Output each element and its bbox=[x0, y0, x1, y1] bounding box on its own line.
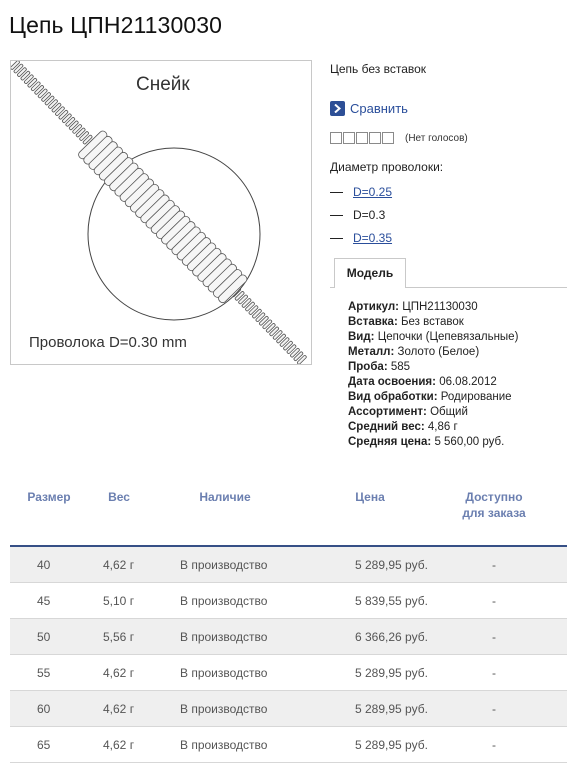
cell-order: - bbox=[492, 702, 496, 716]
cell-order: - bbox=[492, 738, 496, 752]
cell-weight: 4,62 г bbox=[103, 738, 135, 752]
table-row bbox=[10, 727, 567, 763]
dash-icon bbox=[330, 192, 343, 193]
spec-row-assortment: Ассортимент: Общий bbox=[348, 406, 468, 418]
cell-availability: В производство bbox=[180, 630, 268, 644]
spec-row-article: Артикул: ЦПН21130030 bbox=[348, 301, 478, 313]
cell-availability: В производство bbox=[180, 558, 268, 572]
tab-model[interactable]: Модель bbox=[334, 258, 406, 288]
spec-row-avg-price: Средняя цена: 5 560,00 руб. bbox=[348, 436, 505, 448]
wire-diameter-label: Проволока D=0.30 mm bbox=[29, 334, 187, 351]
cell-price: 5 289,95 руб. bbox=[355, 738, 428, 752]
cell-size: 60 bbox=[37, 702, 51, 716]
cell-weight: 4,62 г bbox=[103, 702, 135, 716]
cell-availability: В производство bbox=[180, 594, 268, 608]
cell-price: 5 289,95 руб. bbox=[355, 702, 428, 716]
spec-row-avg-weight: Средний вес: 4,86 г bbox=[348, 421, 458, 433]
cell-size: 50 bbox=[37, 630, 51, 644]
sizes-table-body bbox=[10, 547, 567, 763]
cell-size: 65 bbox=[37, 738, 51, 752]
cell-price: 5 289,95 руб. bbox=[355, 558, 428, 572]
chain-illustration bbox=[11, 61, 311, 364]
cell-weight: 4,62 г bbox=[103, 558, 135, 572]
cell-weight: 5,56 г bbox=[103, 630, 135, 644]
spec-row-metal: Металл: Золото (Белое) bbox=[348, 346, 480, 358]
chain-name-label: Снейк bbox=[136, 74, 190, 95]
cell-price: 5 289,95 руб. bbox=[355, 666, 428, 680]
dash-icon bbox=[330, 238, 343, 239]
table-row bbox=[10, 691, 567, 727]
rating-star-2[interactable] bbox=[343, 132, 355, 144]
cell-size: 55 bbox=[37, 666, 51, 680]
diameter-link-035[interactable]: D=0.35 bbox=[353, 231, 393, 245]
cell-size: 45 bbox=[37, 594, 51, 608]
votes-count: (Нет голосов) bbox=[405, 132, 468, 144]
specs-list bbox=[348, 300, 518, 450]
spec-row-date: Дата освоения: 06.08.2012 bbox=[348, 376, 497, 388]
diameter-current-03: D=0.3 bbox=[353, 208, 386, 222]
column-header-availability: Наличие bbox=[199, 490, 251, 504]
compare-link[interactable] bbox=[330, 101, 408, 116]
chevron-right-icon bbox=[330, 101, 345, 116]
rating-star-4[interactable] bbox=[369, 132, 381, 144]
cell-size: 40 bbox=[37, 558, 51, 572]
diameter-label: Диаметр проволоки: bbox=[330, 160, 444, 174]
column-header-size: Размер bbox=[27, 490, 71, 504]
insert-description: Цепь без вставок bbox=[330, 62, 427, 76]
rating-star-1[interactable] bbox=[330, 132, 342, 144]
diameter-option-035 bbox=[330, 231, 392, 245]
compare-label: Сравнить bbox=[350, 101, 408, 116]
diameter-option-03 bbox=[330, 208, 385, 222]
column-header-price: Цена bbox=[355, 490, 385, 504]
table-row bbox=[10, 619, 567, 655]
cell-weight: 5,10 г bbox=[103, 594, 135, 608]
column-header-order: Доступно для заказа bbox=[462, 490, 526, 520]
table-row bbox=[10, 547, 567, 583]
spec-row-type: Вид: Цепочки (Цепевязальные) bbox=[348, 331, 519, 343]
spec-row-insert: Вставка: Без вставок bbox=[348, 316, 464, 328]
rating bbox=[330, 132, 468, 144]
column-header-weight: Вес bbox=[108, 490, 130, 504]
cell-order: - bbox=[492, 558, 496, 572]
product-image bbox=[10, 60, 312, 365]
diameter-link-025[interactable]: D=0.25 bbox=[353, 185, 393, 199]
table-row bbox=[10, 583, 567, 619]
cell-availability: В производство bbox=[180, 702, 268, 716]
cell-weight: 4,62 г bbox=[103, 666, 135, 680]
cell-availability: В производство bbox=[180, 666, 268, 680]
table-row bbox=[10, 655, 567, 691]
spec-row-finish: Вид обработки: Родирование bbox=[348, 391, 512, 403]
cell-order: - bbox=[492, 630, 496, 644]
spec-row-assay: Проба: 585 bbox=[348, 361, 411, 373]
table-header bbox=[10, 480, 567, 546]
dash-icon bbox=[330, 215, 343, 216]
tabs-bar bbox=[330, 256, 567, 288]
cell-price: 6 366,26 руб. bbox=[355, 630, 428, 644]
cell-availability: В производство bbox=[180, 738, 268, 752]
cell-order: - bbox=[492, 594, 496, 608]
page-title: Цепь ЦПН21130030 bbox=[9, 12, 223, 38]
rating-star-3[interactable] bbox=[356, 132, 368, 144]
rating-star-5[interactable] bbox=[382, 132, 394, 144]
cell-price: 5 839,55 руб. bbox=[355, 594, 428, 608]
cell-order: - bbox=[492, 666, 496, 680]
diameter-option-025 bbox=[330, 185, 392, 199]
